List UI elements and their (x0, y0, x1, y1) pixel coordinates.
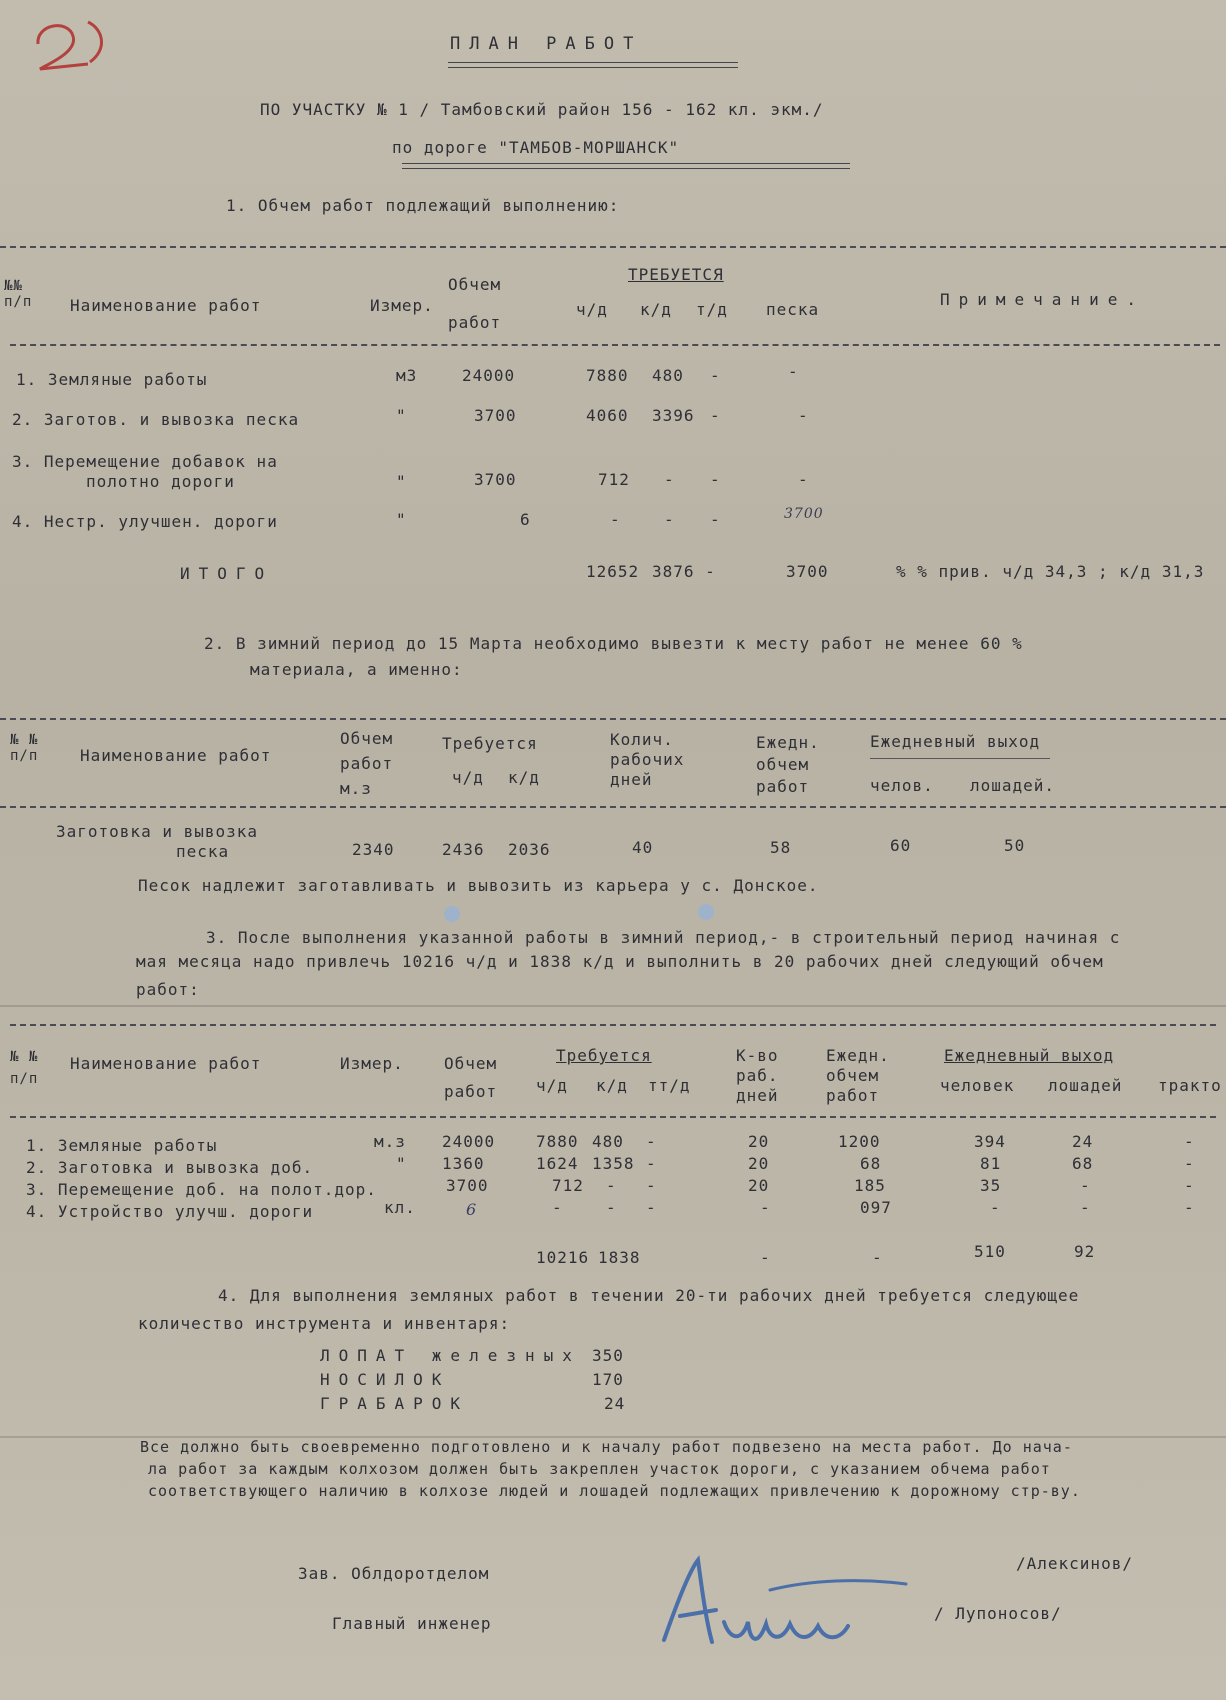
section3-text3: работ: (136, 980, 200, 999)
table1-row4-kd: - (664, 510, 675, 529)
table3-header-unit: Измер. (340, 1054, 404, 1073)
table3-row2-kd: 1358 (592, 1154, 635, 1173)
signature-role-1: Зав. Облдоротделом (298, 1564, 490, 1583)
table1-row3-sand: - (798, 470, 809, 489)
table3-row1-days: 20 (748, 1132, 770, 1151)
table3-row1-name: 1. Земляные работы (26, 1136, 218, 1155)
table3-row3-chd: 712 (552, 1176, 584, 1195)
fold-crease (0, 1005, 1226, 1007)
table2-people: 60 (890, 836, 912, 855)
table1-row2-name: 2. Заготов. и вывозка песка (12, 410, 300, 429)
table3-row1-chd: 7880 (536, 1132, 579, 1151)
punch-hole (698, 904, 714, 920)
section3-text2: мая месяца надо привлечь 10216 ч/д и 1838 к/д и выполнить в 20 рабочих дней следующий обчем (136, 952, 1104, 971)
section2-text2: материала, а именно: (250, 660, 463, 679)
table1-row3-td: - (710, 470, 721, 489)
table1-total-note: % % прив. ч/д 34,3 ; к/д 31,3 (896, 562, 1205, 581)
tool-name-2: НОСИЛОК (320, 1370, 451, 1389)
table1-row2-sand: - (798, 406, 809, 425)
table3-row1-kd: 480 (592, 1132, 624, 1151)
signature-name-1: /Алексинов/ (1016, 1554, 1133, 1573)
table1-header-name: Наименование работ (70, 296, 262, 315)
table1-total-chd: 12652 (586, 562, 640, 581)
table3-header-name: Наименование работ (70, 1054, 262, 1073)
table2-header-name: Наименование работ (80, 746, 272, 765)
table3-row1-people: 394 (974, 1132, 1006, 1151)
table3-row3-days: 20 (748, 1176, 770, 1195)
table3-row4-daily: 097 (860, 1198, 892, 1217)
section3-text1: 3. После выполнения указанной работы в зимний период,- в строительный период начиная с (206, 928, 1121, 947)
table1-row1-td: - (710, 366, 721, 385)
table3-row2-horses: 68 (1072, 1154, 1094, 1173)
table3-row1-daily: 1200 (838, 1132, 881, 1151)
table1-row3-kd: - (664, 470, 675, 489)
table1-row4-chd: - (610, 510, 621, 529)
table1-row4-volume: 6 (520, 510, 531, 529)
handwritten-page-number (28, 14, 108, 74)
table3-row4-td: - (646, 1198, 657, 1217)
table1-row3-chd: 712 (598, 470, 630, 489)
table1-row2-unit: " (396, 406, 407, 425)
table1-header-kd: к/д (640, 300, 672, 319)
table3-header-tractors: тракто (1158, 1076, 1222, 1095)
table2-header-exit: Ежедневный выход (870, 732, 1041, 751)
table2-kd: 2036 (508, 840, 551, 859)
table2-header-horses: лошадей. (970, 776, 1056, 795)
table3-total-daily: - (872, 1248, 883, 1267)
table1-row2-td: - (710, 406, 721, 425)
closing-text3: соответствующего наличию в колхозе людей и лошадей подлежащих привлечению к дорожному стр-ву. (148, 1482, 1081, 1500)
table3-header-exit: Ежедневный выход (944, 1046, 1115, 1065)
table3-row4-days: - (760, 1198, 771, 1217)
table3-row2-people: 81 (980, 1154, 1002, 1173)
table3-header-days: К-во раб. дней (736, 1046, 779, 1105)
table2-volume: 2340 (352, 840, 395, 859)
table1-header-chd: ч/д (576, 300, 608, 319)
table2-row-name-cont: песка (176, 842, 230, 861)
table1-row3-unit: " (396, 472, 407, 491)
table3-row2-td: - (646, 1154, 657, 1173)
section1-heading: 1. Обчем работ подлежащий выполнению: (226, 196, 620, 215)
table3-row2-volume: 1360 (442, 1154, 485, 1173)
table3-row1-horses: 24 (1072, 1132, 1094, 1151)
table3-header-volume: Обчем работ (444, 1054, 498, 1101)
table3-row4-unit: кл. (384, 1198, 416, 1217)
title-underline (448, 62, 738, 68)
section2-text1: 2. В зимний период до 15 Марта необходимо вывезти к месту работ не менее 60 % (204, 634, 1023, 653)
table1-header-note: Примечание. (940, 290, 1145, 309)
table1-row1-unit: м3 (396, 366, 418, 385)
table1-row2-chd: 4060 (586, 406, 629, 425)
table1-top-rule (0, 246, 1226, 248)
tool-name-1: ЛОПАТ железных (320, 1346, 581, 1365)
table1-header-sand: песка (766, 300, 820, 319)
tool-qty-2: 170 (592, 1370, 624, 1389)
table3-row4-tractors: - (1184, 1198, 1195, 1217)
table1-header-unit: Измер. (370, 296, 434, 315)
table1-row4-td: - (710, 510, 721, 529)
table2-horses: 50 (1004, 836, 1026, 855)
table2-days: 40 (632, 838, 654, 857)
table3-row2-unit: " (396, 1154, 407, 1173)
table3-total-horses: 92 (1074, 1242, 1096, 1261)
table1-header-volume: Обчем работ (448, 275, 502, 332)
signature-role-2: Главный инженер (332, 1614, 492, 1633)
table3-row4-volume: 6 (466, 1200, 478, 1219)
table1-total-sand: 3700 (786, 562, 829, 581)
road-underline (402, 163, 850, 169)
table1-header-no: №№ п/п (4, 278, 33, 310)
table1-row1-name: 1. Земляные работы (16, 370, 208, 389)
table1-row2-volume: 3700 (474, 406, 517, 425)
table3-total-kd: 1838 (598, 1248, 641, 1267)
table3-row3-tractors: - (1184, 1176, 1195, 1195)
table2-header-no: № № п/п (10, 732, 39, 764)
table3-row2-days: 20 (748, 1154, 770, 1173)
table3-header-no: № № п/п (10, 1049, 39, 1087)
table3-row2-tractors: - (1184, 1154, 1195, 1173)
table2-header-required: Требуется (442, 734, 538, 753)
table2-exit-rule (870, 758, 1050, 759)
table3-row3-people: 35 (980, 1176, 1002, 1195)
table1-total-kd: 3876 - (652, 562, 716, 581)
table3-header-rule (10, 1116, 1216, 1118)
table1-header-required: ТРЕБУЕТСЯ (628, 265, 724, 284)
tool-qty-1: 350 (592, 1346, 624, 1365)
table3-row4-name: 4. Устройство улучш. дороги (26, 1202, 314, 1221)
table3-row3-daily: 185 (854, 1176, 886, 1195)
table3-row2-daily: 68 (860, 1154, 882, 1173)
table3-header-td: тт/д (648, 1076, 691, 1095)
table2-daily: 58 (770, 838, 792, 857)
table3-row2-name: 2. Заготовка и вывозка доб. (26, 1158, 314, 1177)
table3-row4-chd: - (552, 1198, 563, 1217)
table3-row1-td: - (646, 1132, 657, 1151)
punch-hole (444, 906, 460, 922)
table3-row4-kd: - (606, 1198, 617, 1217)
table3-row1-unit: м.з (374, 1132, 406, 1151)
table2-header-rule (0, 806, 1226, 808)
tool-name-3: ГРАБАРОК (320, 1394, 470, 1413)
table1-row4-name: 4. Нестр. улучшен. дороги (12, 512, 278, 531)
table1-row1-chd: 7880 (586, 366, 629, 385)
table3-row2-chd: 1624 (536, 1154, 579, 1173)
table2-row-name: Заготовка и вывозка (56, 822, 259, 841)
table2-header-daily: Ежедн. обчем работ (756, 733, 820, 796)
table2-top-rule (0, 718, 1226, 720)
table3-total-people: 510 (974, 1242, 1006, 1261)
table1-row3-volume: 3700 (474, 470, 517, 489)
table3-row3-horses: - (1080, 1176, 1091, 1195)
handwritten-sand-note: 3700 (784, 506, 824, 522)
table2-header-volume: Обчем работ м.з (340, 729, 394, 798)
signature-name-2: / Лупоносов/ (934, 1604, 1062, 1623)
closing-text1: Все должно быть своевременно подготовлено и к началу работ подвезено на места работ. До нача- (140, 1438, 1073, 1456)
table3-row4-horses: - (1080, 1198, 1091, 1217)
table3-total-days: - (760, 1248, 771, 1267)
table3-header-required: Требуется (556, 1046, 652, 1065)
table1-header-td: т/д (696, 300, 728, 319)
table1-row4-unit: " (396, 510, 407, 529)
table1-total-label: ИТОГО (180, 564, 274, 583)
section4-text1: 4. Для выполнения земляных работ в течении 20-ти рабочих дней требуется следующее (218, 1286, 1080, 1305)
section2-note: Песок надлежит заготавливать и вывозить из карьера у с. Донское. (138, 876, 819, 895)
table1-row3-name-cont: полотно дороги (86, 472, 235, 491)
table1-row1-kd: 480 (652, 366, 684, 385)
table3-row1-volume: 24000 (442, 1132, 496, 1151)
table2-header-chd: ч/д (452, 768, 484, 787)
tool-qty-3: 24 (604, 1394, 626, 1413)
table3-header-daily: Ежедн. обчем работ (826, 1046, 890, 1105)
table2-header-people: челов. (870, 776, 934, 795)
closing-text2: ла работ за каждым колхозом должен быть закреплен участок дороги, с указанием обчема работ (148, 1460, 1051, 1478)
table2-header-kd: к/д (508, 768, 540, 787)
table3-header-horses: лошадей (1048, 1076, 1123, 1095)
table3-row3-td: - (646, 1176, 657, 1195)
section4-text2: количество инструмента и инвентаря: (138, 1314, 511, 1333)
table3-row4-people: - (990, 1198, 1001, 1217)
table3-header-chd: ч/д (536, 1076, 568, 1095)
table3-top-rule (10, 1024, 1216, 1026)
table1-header-rule (10, 344, 1220, 346)
table1-row2-kd: 3396 (652, 406, 695, 425)
table3-row3-volume: 3700 (446, 1176, 489, 1195)
table3-total-chd: 10216 (536, 1248, 590, 1267)
table3-header-people: человек (940, 1076, 1015, 1095)
road-name: по дороге "ТАМБОВ-МОРШАНСК" (392, 138, 680, 157)
document-title: ПЛАН РАБОТ (450, 34, 643, 54)
table1-row1-sand: - (788, 362, 799, 381)
table2-chd: 2436 (442, 840, 485, 859)
handwritten-signature (650, 1550, 920, 1660)
table1-row1-volume: 24000 (462, 366, 516, 385)
table2-header-days: Колич. рабочих дней (610, 730, 685, 789)
table3-row1-tractors: - (1184, 1132, 1195, 1151)
table3-header-kd: к/д (596, 1076, 628, 1095)
section-heading: ПО УЧАСТКУ № 1 / Тамбовский район 156 - 162 кл. экм./ (260, 100, 824, 119)
table3-row3-name: 3. Перемещение доб. на полот.дор. (26, 1180, 377, 1199)
table3-row3-kd: - (606, 1176, 617, 1195)
table1-row3-name: 3. Перемещение добавок на (12, 452, 278, 471)
